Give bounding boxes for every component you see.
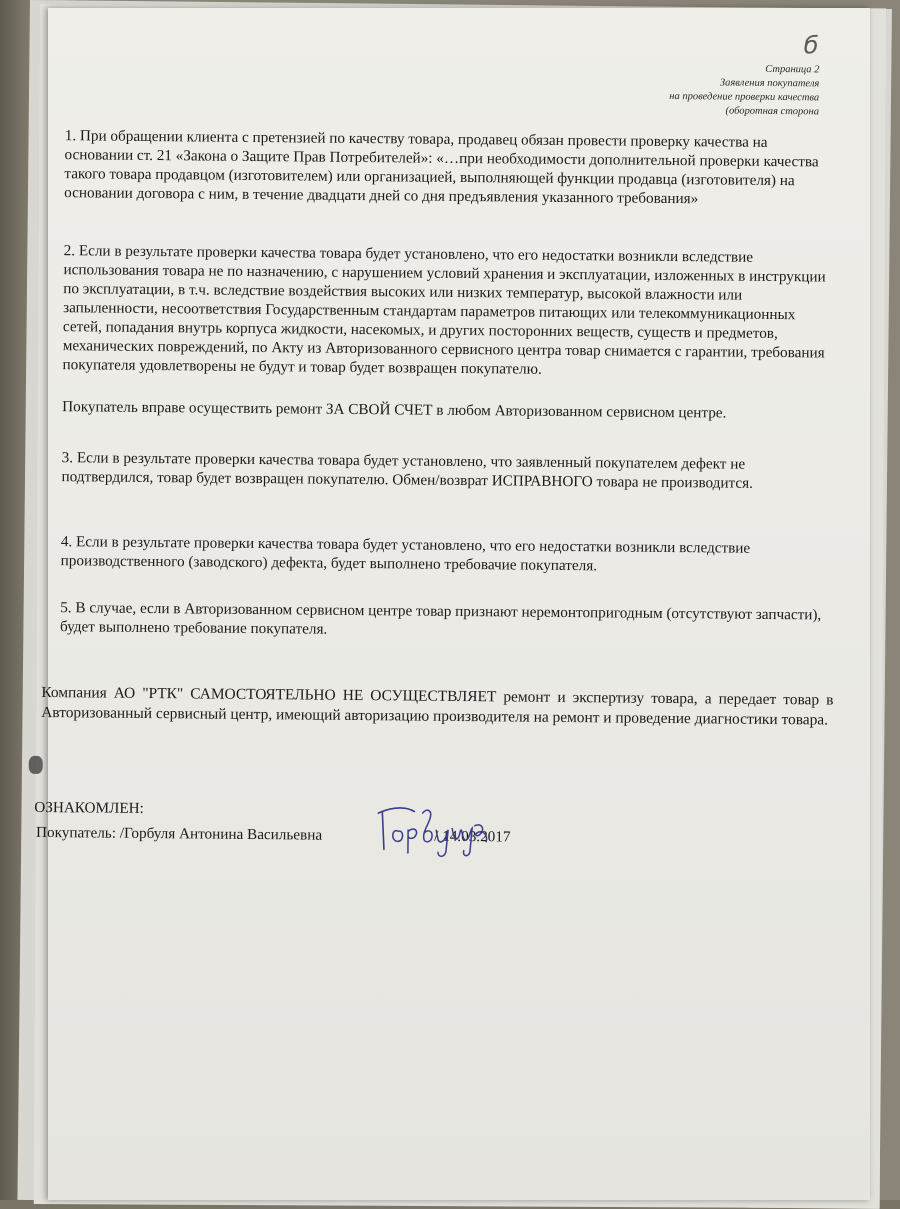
clause-2: 2. Если в результате проверки качества товара будет установлено, что его недостатки возникли вследствие использования товара не по назначению, с нарушением условий хранения и эксплуатации, изложенных в инструкции по эксплуатации, в т.ч. вследствие воздействия высоких или низких температур, высокой влажности или запыленности, несоответствия Государственным стандартам параметров питающих или телекоммуникационных сетей, попадания внутрь корпуса жидкости, насекомых, и других посторонних веществ, существ и предметов, механических повреждений, по Акту из Авторизованного сервисного центра товар снимается с гарантии, требования покупателя удовлетворены не будут и товар будет возвращен покупателю.	[62, 242, 826, 378]
document-page	[34, 8, 870, 1200]
header-page-number: Страница 2	[765, 63, 820, 76]
company-statement: Компания АО "РТК" САМОСТОЯТЕЛЬНО НЕ ОСУЩЕСТВЛЯЕТ ремонт и экспертизу товара, а передает товар в Авторизованный сервисный центр, имеющий авторизацию производителя на ремонт и проведение диагностики товара.	[41, 683, 834, 729]
header-line: на проведение проверки качества	[669, 90, 820, 104]
buyer-label: Покупатель: /Горбуля Антонина Васильевна	[36, 823, 323, 844]
page-header	[669, 62, 819, 119]
handwritten-page-mark: б	[803, 31, 819, 60]
signature-separator: /	[434, 827, 439, 845]
acknowledgement-title: ОЗНАКОМЛЕН:	[34, 798, 144, 817]
header-line: (оборотная сторона	[725, 105, 820, 118]
clause-4: 4. Если в результате проверки качества товара будет установлено, что его недостатки возникли вследствие производственного (заводского) дефекта, будет выполнено требовачие покупателя.	[60, 533, 751, 575]
clause-3: 3. Если в результате проверки качества товара будет установлено, что заявленный покупателем дефект не подтвердился, товар будет возвращен покупателю. Обмен/возврат ИСПРАВНОГО товара не производится.	[61, 449, 754, 492]
header-line: Заявления покупателя	[719, 77, 820, 90]
page-content	[34, 8, 870, 1208]
signed-date: 14.03.2017	[442, 827, 511, 846]
clause-2-note: Покупатель вправе осуществить ремонт ЗА СВОЙ СЧЕТ в любом Авторизованном сервисном центре.	[62, 398, 727, 422]
clause-1: 1. При обращении клиента с претензией по качеству товара, продавец обязан провести проверку качества на основании ст. 21 «Закона о Защите Прав Потребителей»: «…при необходимости дополнительной проверки качества такого товара продавцом (изготовителем) или организацией, выполняющей функции продавца (изготовителя) на основании договора с ним, в течение двадцати дней со дня предъявления указанного требования»	[64, 127, 819, 208]
clause-5: 5. В случае, если в Авторизованном сервисном центре товар признают неремонтопригодным (отсутствуют запчасти), будет выполнено требование покупателя.	[59, 599, 822, 638]
margin-hole-mark	[29, 756, 43, 774]
handwritten-signature	[374, 801, 495, 862]
buyer-line	[36, 823, 636, 848]
